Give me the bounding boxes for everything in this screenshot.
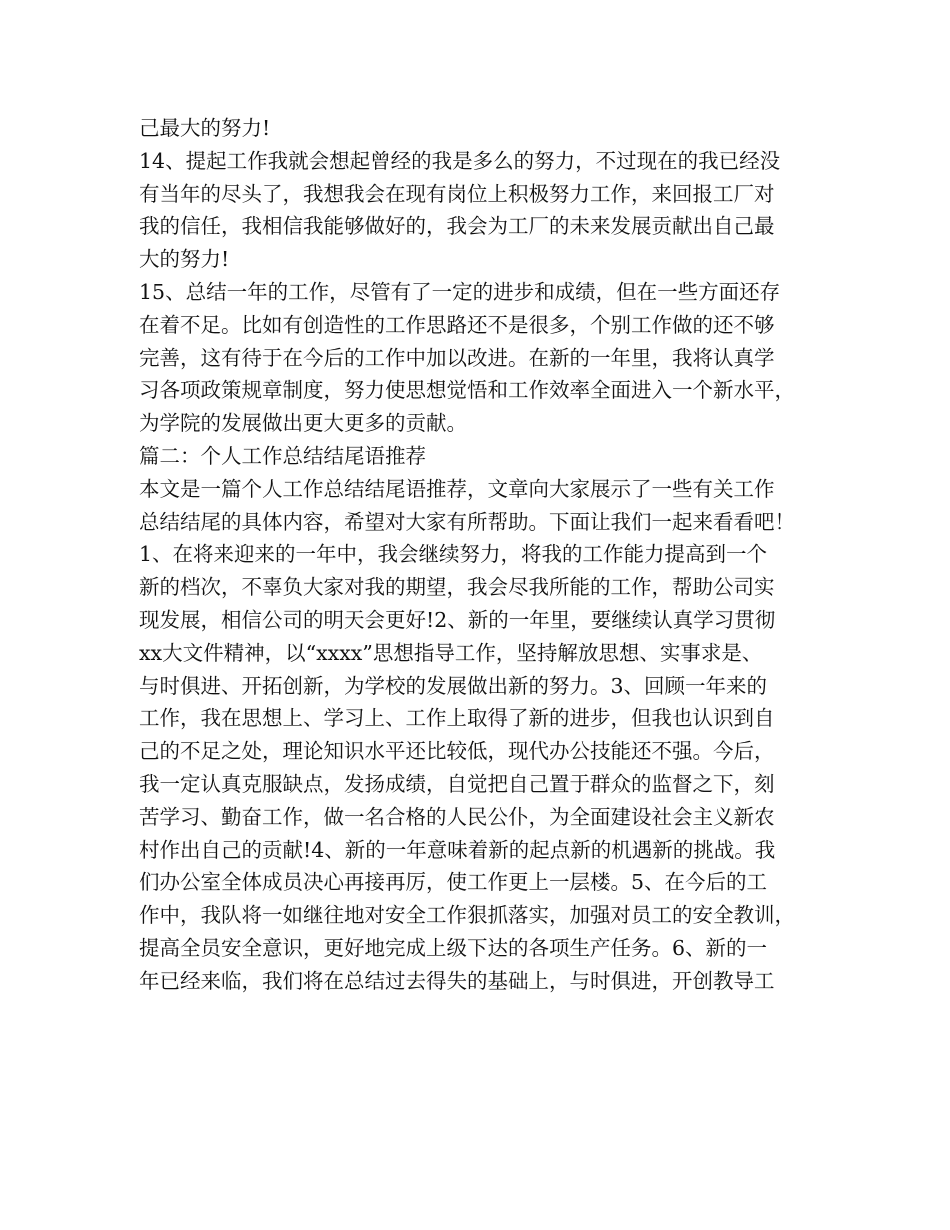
text-line: 1、在将来迎来的一年中，我会继续努力，将我的工作能力提高到一个 (139, 542, 768, 567)
text-line: 总结结尾的具体内容，希望对大家有所帮助。下面让我们一起来看看吧！ (139, 509, 795, 534)
text-line: 村作出自己的贡献!4、新的一年意味着新的起点新的机遇新的挑战。我 (139, 837, 776, 862)
text-line: 与时俱进、开拓创新，为学校的发展做出新的努力。3、回顾一年来的 (139, 673, 768, 698)
section-heading: 篇二：个人工作总结结尾语推荐 (139, 443, 426, 468)
text-line: xx大文件精神，以“xxxx”思想指导工作，坚持解放思想、实事求是、 (139, 640, 763, 665)
document-body (139, 112, 829, 998)
text-line: 大的努力! (139, 247, 230, 272)
text-line: 我一定认真克服缺点，发扬成绩，自觉把自己置于群众的监督之下，刻 (139, 771, 775, 796)
text-line: 本文是一篇个人工作总结结尾语推荐，文章向大家展示了一些有关工作 (139, 476, 775, 501)
text-line: 习各项政策规章制度，努力使思想觉悟和工作效率全面进入一个新水平， (139, 378, 795, 403)
text-line: 我的信任，我相信我能够做好的，我会为工厂的未来发展贡献出自己最 (139, 214, 775, 239)
text-line: 提高全员安全意识，更好地完成上级下达的各项生产任务。6、新的一 (139, 935, 768, 960)
text-line: 己最大的努力! (139, 116, 271, 140)
text-line: 新的档次，不辜负大家对我的期望，我会尽我所能的工作，帮助公司实 (139, 575, 775, 600)
text-line: 现发展，相信公司的明天会更好!2、新的一年里，要继续认真学习贯彻 (139, 607, 776, 632)
text-line: 有当年的尽头了，我想我会在现有岗位上积极努力工作，来回报工厂对 (139, 181, 775, 206)
text-line: 为学院的发展做出更大更多的贡献。 (139, 411, 467, 436)
text-line: 工作，我在思想上、学习上、工作上取得了新的进步，但我也认识到自 (139, 706, 775, 731)
text-line: 作中，我队将一如继往地对安全工作狠抓落实，加强对员工的安全教训， (139, 903, 795, 928)
text-line: 15、总结一年的工作，尽管有了一定的进步和成绩，但在一些方面还存 (139, 279, 781, 304)
text-line: 完善，这有待于在今后的工作中加以改进。在新的一年里，我将认真学 (139, 345, 775, 370)
text-line: 们办公室全体成员决心再接再厉，使工作更上一层楼。5、在今后的工 (139, 870, 768, 895)
text-line: 己的不足之处，理论知识水平还比较低，现代办公技能还不强。今后， (139, 739, 775, 764)
text-line: 年已经来临，我们将在总结过去得失的基础上，与时俱进，开创教导工 (139, 968, 775, 993)
text-line: 14、提起工作我就会想起曾经的我是多么的努力，不过现在的我已经没 (139, 148, 781, 173)
text-line: 在着不足。比如有创造性的工作思路还不是很多，个别工作做的还不够 (139, 312, 775, 337)
text-line: 苦学习、勤奋工作，做一名合格的人民公仆，为全面建设社会主义新农 (139, 804, 775, 829)
